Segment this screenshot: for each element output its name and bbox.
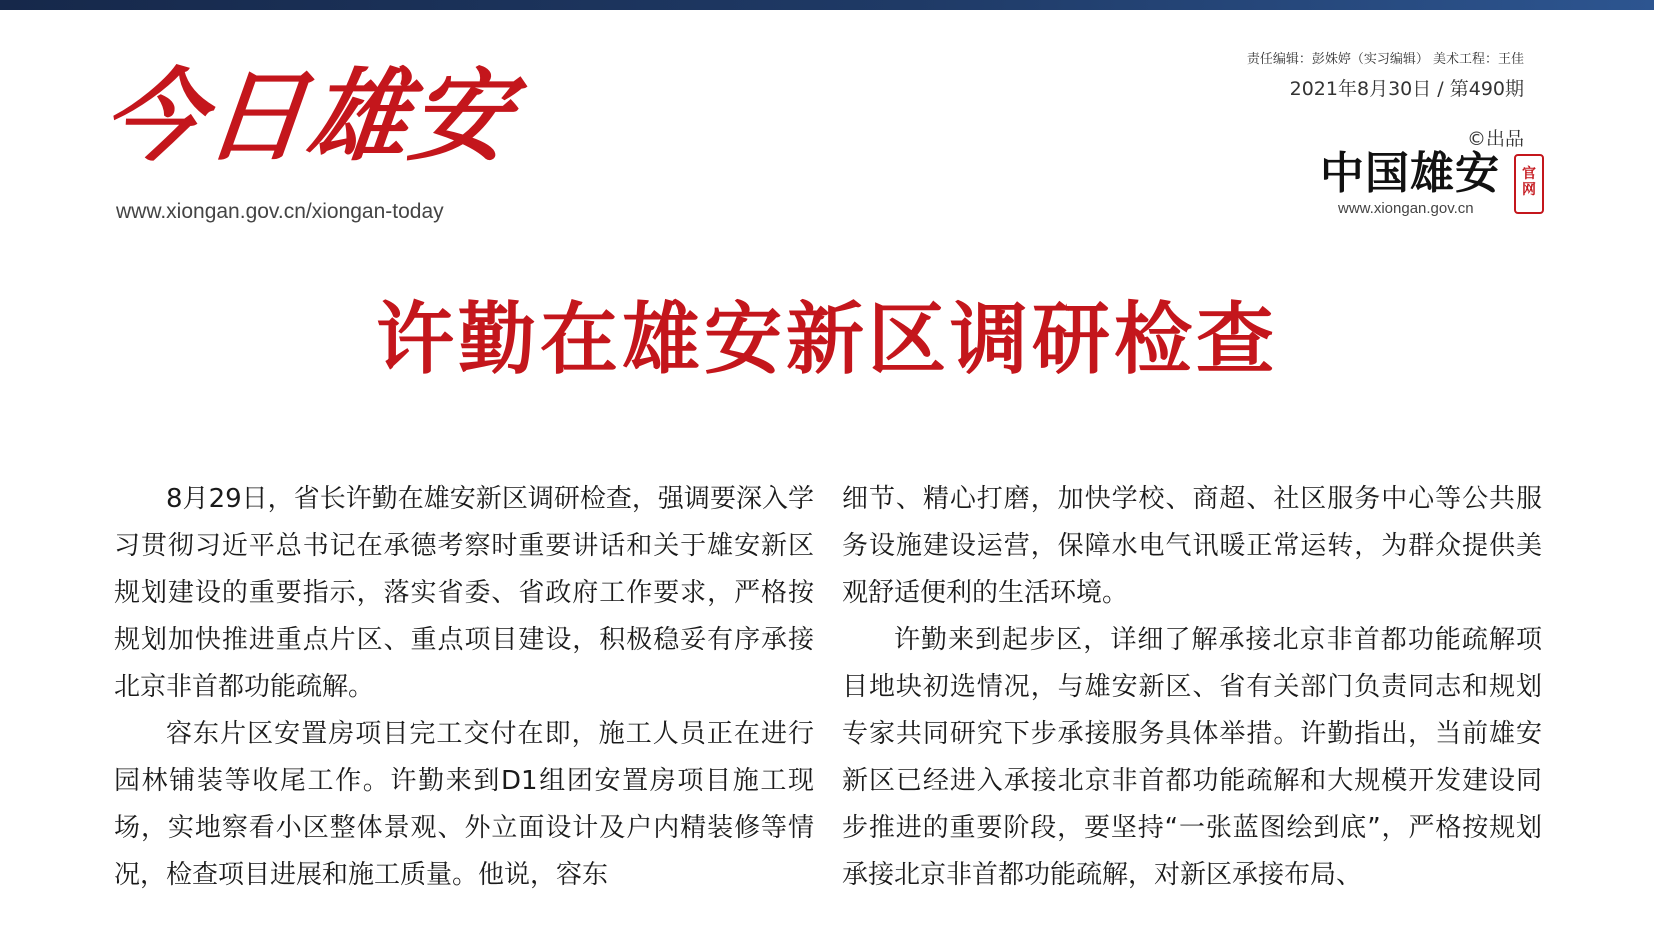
masthead-url: www.xiongan.gov.cn/xiongan-today	[116, 200, 444, 223]
seal-char: 官	[1522, 166, 1536, 182]
paragraph: 许勤来到起步区，详细了解承接北京非首都功能疏解项目地块初选情况，与雄安新区、省有关部门负责同志和规划专家共同研究下步承接服务具体举措。许勤指出，当前雄安新区已经进入承接北京非首都功能疏解和大规模开发建设同步推进的重要阶段，要坚持“一张蓝图绘到底”，严格按规划承接北京非首都功能疏解，对新区承接布局、	[842, 625, 1542, 890]
producer-label: ©出品	[1466, 128, 1524, 150]
paragraph: 容东片区安置房项目完工交付在即，施工人员正在进行园林铺装等收尾工作。许勤来到D1组团安置房项目施工现场，实地察看小区整体景观、外立面设计及户内精装修等情况，检查项目进展和施工质量。他说，容东	[114, 719, 814, 890]
article-column-right	[842, 476, 1542, 899]
article-headline: 许勤在雄安新区调研检查	[375, 294, 1278, 385]
paragraph: 8月29日，省长许勤在雄安新区调研检查，强调要深入学习贯彻习近平总书记在承德考察时重要讲话和关于雄安新区规划建设的重要指示，落实省委、省政府工作要求，严格按规划加快推进重点片区、重点项目建设，积极稳妥有序承接北京非首都功能疏解。	[114, 484, 814, 702]
seal-char: 网	[1522, 182, 1536, 198]
masthead-logo: 今日雄安	[97, 57, 519, 175]
article-column-left	[114, 476, 814, 899]
brand-url: www.xiongan.gov.cn	[1338, 200, 1474, 217]
editor-credits: 责任编辑：彭姝婷（实习编辑） 美术工程：王佳	[1246, 52, 1524, 67]
issue-date: 2021年8月30日 / 第490期	[1289, 78, 1524, 100]
top-color-bar	[0, 0, 1654, 10]
brand-logo: 中国雄安	[1320, 148, 1500, 199]
paragraph: 细节、精心打磨，加快学校、商超、社区服务中心等公共服务设施建设运营，保障水电气讯暖正常运转，为群众提供美观舒适便利的生活环境。	[842, 484, 1542, 608]
official-seal-icon	[1514, 154, 1544, 214]
